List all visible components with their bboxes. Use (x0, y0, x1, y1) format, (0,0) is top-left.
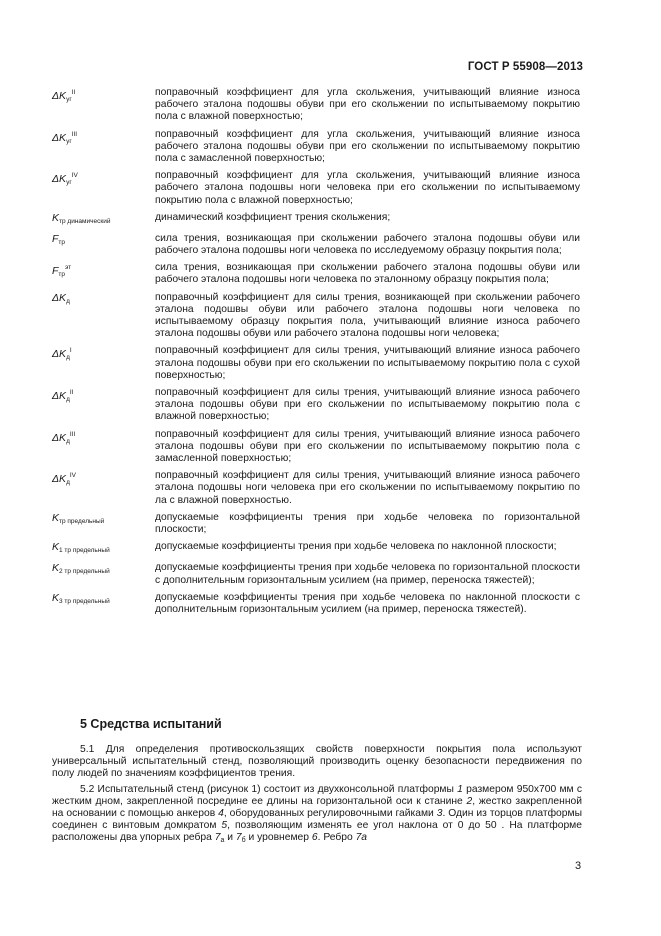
definition-text: поправочный коэффициент для силы трения, учитывающий влияние износа рабочего эталона подошвы обуви при его скольжении по испытываемому покрытию пола с замасленной поверхностью; (155, 428, 580, 465)
definition-symbol: $\Delta K_д^{II}$ (52, 389, 74, 404)
definition-row (52, 170, 580, 207)
definition-text: поправочный коэффициент для силы трения, учитывающий влияние износа рабочего эталона подошвы ноги человека при его скольжении по испытываемому покрытию по ла с влажной поверхностью. (155, 470, 580, 506)
definition-text: поправочный коэффициент для угла скольжения, учитывающий влияние износа рабочего эталона подошвы обуви при его скольжении по испытываемому покрытию пола с влажной поверхностью; (155, 87, 580, 123)
definition-text: поправочный коэффициент для силы трения, учитывающий влияние износа рабочего эталона подошвы обуви при его скольжении по испытываемому покрытию пола с сухой поверхностью; (155, 345, 580, 381)
definition-symbol: $K_{2 тр предельный}$ (52, 562, 110, 576)
definition-symbol: $F_{тр}^{эт}$ (52, 264, 72, 279)
definition-symbol: $F_{тр}$ (52, 232, 66, 246)
definition-symbol: $\Delta K_д$ (52, 291, 70, 305)
definition-text: допускаемые коэффициенты трения при ходьбе человека по горизонтальной плоскости с дополнительным горизонтальным усилием (на пример, переноска тяжестей); (155, 562, 580, 586)
definitions-list (52, 87, 580, 621)
definition-row (52, 262, 580, 286)
definition-row (52, 87, 580, 124)
definition-symbol: $K_{3 тр предельный}$ (52, 591, 110, 605)
definition-text: сила трения, возникающая при скольжении рабочего эталона подошвы обуви или рабочего эталона подошвы ноги человека по эталонному образцу покрытия пола; (155, 262, 580, 286)
definition-row (52, 212, 580, 228)
definition-row (52, 233, 580, 257)
definition-text: поправочный коэффициент для силы трения, учитывающий влияние износа рабочего эталона подошвы обуви при его скольжении по испытываемому покрытию пола с влажной поверхностью; (155, 387, 580, 423)
definition-text: динамический коэффициент трения скольжения; (155, 211, 391, 223)
definition-row (52, 292, 580, 341)
document-header: ГОСТ Р 55908—2013 (467, 61, 583, 73)
definition-symbol: $\Delta K_{уг}^{IV}$ (52, 172, 78, 187)
definition-symbol: $K_{тр динамический}$ (52, 211, 111, 225)
definition-text: допускаемые коэффициенты трения при ходьбе человека по наклонной плоскости; (155, 541, 557, 553)
definition-row (52, 541, 580, 557)
definition-symbol: $\Delta K_д^{IV}$ (52, 472, 77, 487)
definition-text: поправочный коэффициент для силы трения, возникающей при скольжении рабочего эталона подошвы обуви или рабочего эталона подошвы ноги человека по испытываемому образцу покрытия пола, учитывающий влияние износа рабочего эталона подошвы обуви или рабочего эталона подошвы ноги человека; (155, 291, 580, 340)
definition-symbol: $\Delta K_д^{III}$ (52, 430, 76, 445)
definition-text: поправочный коэффициент для угла скольжения, учитывающий влияние износа рабочего эталона подошвы обуви при его скольжении по испытываемому покрытию пола с замасленной поверхностью; (155, 128, 580, 165)
definition-row (52, 429, 580, 466)
definition-row (52, 512, 580, 536)
definition-row (52, 129, 580, 166)
definition-row (52, 562, 580, 586)
definition-text: сила трения, возникающая при скольжении рабочего эталона подошвы обуви или рабочего эталона подошвы ноги человека по исследуемому образцу покрытия пола; (155, 232, 580, 257)
body-text (52, 744, 582, 851)
definition-symbol: $K_{1 тр предельный}$ (52, 541, 110, 555)
definition-symbol: $K_{тр предельный}$ (52, 511, 105, 525)
definition-row (52, 592, 580, 616)
definition-row (52, 345, 580, 382)
definition-symbol: $\Delta K_{уг}^{II}$ (52, 89, 76, 103)
definition-row (52, 387, 580, 424)
definition-text: допускаемые коэффициенты трения при ходьбе человека по горизонтальной плоскости; (155, 511, 580, 536)
definition-symbol: $\Delta K_д^I$ (52, 347, 72, 362)
paragraph-5-1: 5.1 Для определения противоскользящих свойств поверхности покрытия пола используют универсальный испытательный стенд, позволяющий производить оценку безопасности передвижения по полу людей по значениям коэффициентов трения. (52, 744, 582, 780)
definition-text: поправочный коэффициент для угла скольжения, учитывающий влияние износа рабочего эталона подошвы ноги человека при его скольжении по испытываемому покрытию пола с влажной поверхностью; (155, 170, 580, 206)
paragraph-5-2: 5.2 Испытательный стенд (рисунок 1) состоит из двухконсольной платформы 1 размером 950х700 мм с жестким дном, закрепленной посредине ее длины на горизонтальной оси к станине 2, жестко закрепленной на основании с помощью анкеров 4, оборудованных регулировочными гайками 3. Один из торцов платформы соединен с винтовым домкратом 5, позволяющим изменять ее угол наклона от 0 до 50 . На платформе расположены два упорных ребра $7_а$ и $7_б$ и уровнемер 6. Ребро 7а (52, 783, 582, 845)
definition-row (52, 470, 580, 507)
page-number: 3 (575, 860, 582, 872)
definition-symbol: $\Delta K_{уг}^{III}$ (52, 130, 78, 145)
definition-text: допускаемые коэффициенты трения при ходьбе человека по наклонной плоскости с дополнительным горизонтальным усилием (на пример, переноска тяжестей). (155, 591, 580, 615)
section-title: 5 Средства испытаний (80, 717, 222, 731)
